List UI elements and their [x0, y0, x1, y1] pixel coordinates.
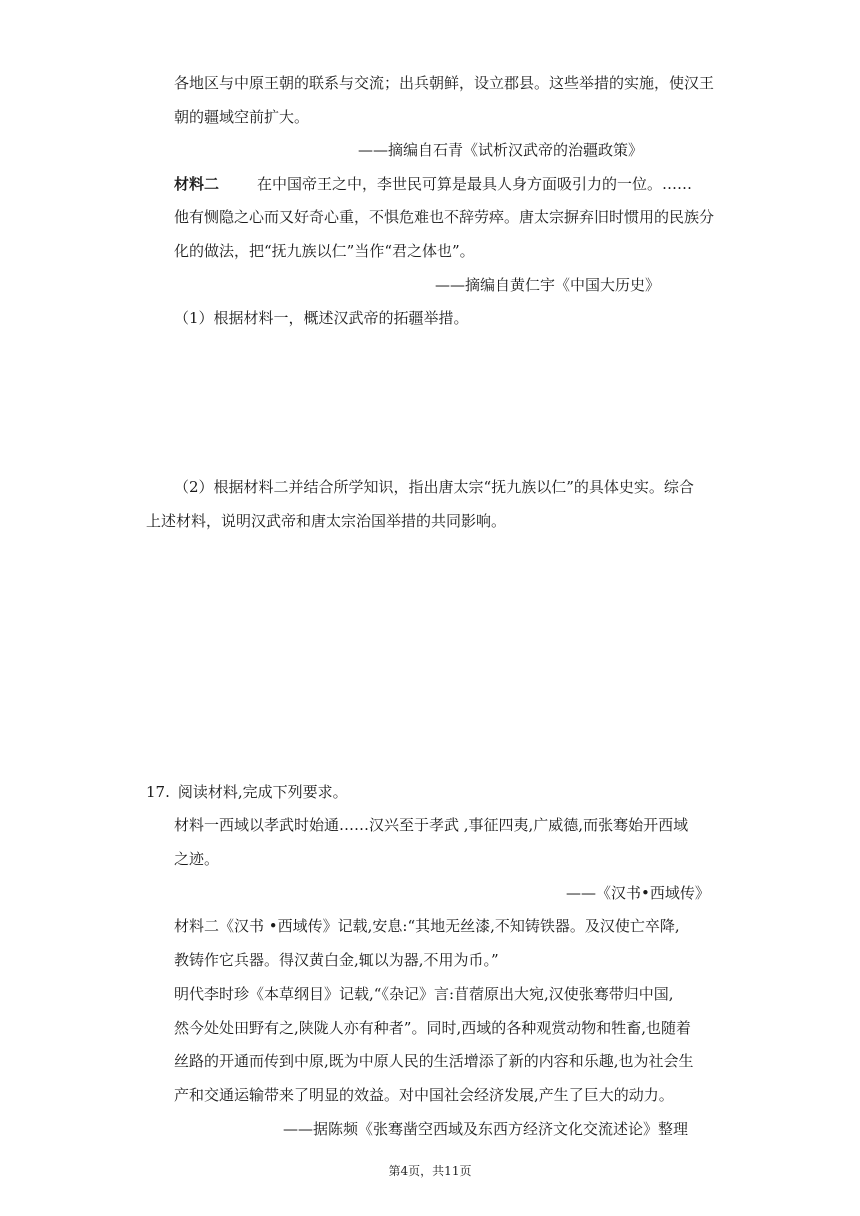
text-line: 材料一西域以孝武时始通……汉兴至于孝武 ,事征四夷,广威德,而张骞始开西域	[174, 816, 689, 834]
material-two-line	[174, 174, 692, 194]
text-line: 化的做法，把“抚九族以仁”当作“君之体也”。	[174, 242, 475, 260]
text-line: 朝的疆域空前扩大。	[174, 108, 310, 126]
text-line: 明代李时珍《本草纲目》记载,“《杂记》言:苜蓿原出大宛,汉使张骞带归中国,	[174, 985, 674, 1003]
question-2-continuation: 上述材料，说明汉武帝和唐太宗治国举措的共同影响。	[146, 512, 507, 530]
text-line: 然今处处田野有之,陕陇人亦有种者”。同时,西域的各种观赏动物和牲畜,也随着	[174, 1019, 691, 1037]
question-title: 阅读材料,完成下列要求。	[177, 783, 348, 801]
text-line: 丝路的开通而传到中原,既为中原人民的生活增添了新的内容和乐趣,也为社会生	[174, 1052, 694, 1070]
source-citation: ——据陈频《张骞凿空西域及东西方经济文化交流述论》整理	[283, 1120, 689, 1138]
text-line: 教铸作它兵器。得汉黄白金,辄以为器,不用为币。”	[174, 951, 499, 969]
source-citation: ——《汉书•西域传》	[566, 884, 710, 902]
question-2: （2）根据材料二并结合所学知识，指出唐太宗“抚九族以仁”的具体史实。综合	[174, 478, 694, 496]
text-line: 之迹。	[174, 850, 220, 868]
text-line: 产和交通运输带来了明显的效益。对中国社会经济发展,产生了巨大的动力。	[174, 1086, 674, 1104]
source-citation: ——摘编自石青《试析汉武帝的治疆政策》	[358, 141, 644, 159]
text-line: 材料二《汉书 •西域传》记载,安息:“其地无丝漆,不知铸铁器。及汉使亡卒降,	[174, 917, 680, 935]
text-span: 在中国帝王之中，李世民可算是最具人身方面吸引力的一位。……	[257, 175, 693, 193]
source-citation: ——摘编自黄仁宇《中国大历史》	[435, 276, 661, 294]
page-footer: 第4页，共11页	[388, 1164, 472, 1178]
text-line: 各地区与中原王朝的联系与交流；出兵朝鲜，设立郡县。这些举措的实施，使汉王	[174, 74, 715, 92]
text-line: 他有恻隐之心而又好奇心重，不惧危难也不辞劳瘁。唐太宗摒弃旧时惯用的民族分	[174, 208, 715, 226]
question-1: （1）根据材料一，概述汉武帝的拓疆举措。	[174, 309, 469, 327]
material-label: 材料二	[174, 175, 220, 193]
question-17-heading	[146, 782, 348, 802]
question-number: 17.	[146, 783, 170, 801]
